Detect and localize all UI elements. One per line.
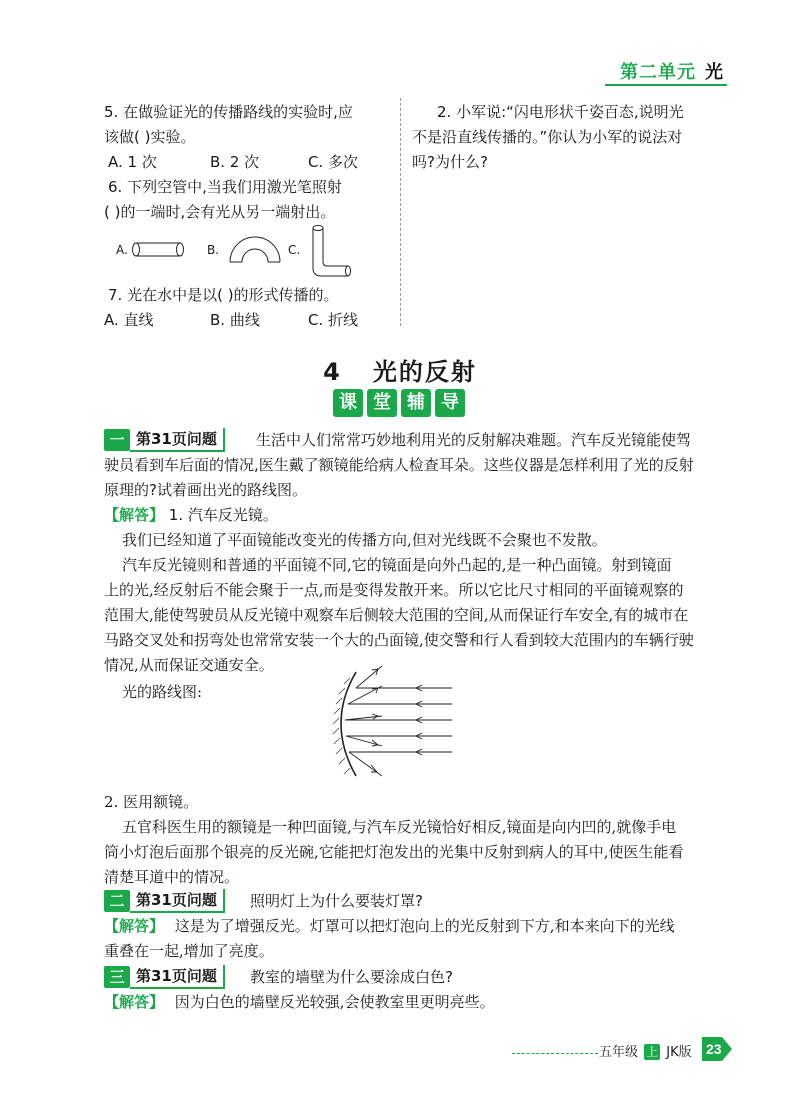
q3-badge <box>104 965 225 989</box>
banner-char: 导 <box>435 389 465 417</box>
part2-line3: 清楚耳道中的情况。 <box>104 868 240 886</box>
q2-badge <box>104 889 225 913</box>
column-divider <box>400 98 401 326</box>
straight-tube-icon <box>133 243 184 256</box>
footer-edition: JK版 <box>666 1045 692 1060</box>
q6-option-c: C. <box>288 243 301 257</box>
part2-title: 2. 医用额镜。 <box>104 793 199 811</box>
q1-answer-line4: 范围大,能使驾驶员从反光镜中观察车后侧较大范围的空间,从而保证行车安全,有的城市在 <box>104 606 689 624</box>
unit-title: 第二单元 <box>620 62 696 83</box>
right-q2-line2: 不是沿直线传播的。”你认为小军的说法对 <box>412 128 683 146</box>
right-q2-line1: 2. 小军说:“闪电形状千姿百态,说明光 <box>437 103 684 121</box>
page-number-badge <box>700 1035 734 1063</box>
q1-answer-line1: 我们已经知道了平面镜能改变光的传播方向,但对光线既不会聚也不发散。 <box>122 531 607 549</box>
subject-title: 光 <box>705 62 723 83</box>
q6-option-b: B. <box>207 243 220 257</box>
section-title <box>0 352 800 387</box>
banner-char: 堂 <box>367 389 397 417</box>
q5-option-a: A. 1 次 <box>108 153 157 171</box>
q6-option-a: A. <box>116 243 128 257</box>
q6-line2: ( )的一端时,会有光从另一端射出。 <box>104 203 336 221</box>
part2-line2: 筒小灯泡后面那个银亮的反光碗,它能把灯泡发出的光集中反射到病人的耳中,使医生能看 <box>104 843 684 861</box>
bent-tube-icon <box>313 226 351 277</box>
footer-term: 上 <box>646 1045 659 1059</box>
q3-answer-row <box>104 990 495 1015</box>
q1-answer-line2: 汽车反光镜则和普通的平面镜不同,它的镜面是向外凸起的,是一种凸面镜。射到镜面 <box>122 556 672 574</box>
q1-badge <box>104 428 225 452</box>
q2-label: 第31页问题 <box>130 889 225 913</box>
right-q2-line3: 吗?为什么? <box>412 153 488 171</box>
q1-text-line1: 生活中人们常常巧妙地利用光的反射解决难题。汽车反光镜能使驾 <box>256 431 692 449</box>
q1-number: 一 <box>104 429 130 451</box>
q2-answer-line2: 重叠在一起,增加了亮度。 <box>104 942 274 960</box>
curved-tube-icon <box>230 237 280 262</box>
q5-option-c: C. 多次 <box>308 153 359 171</box>
q7-option-c: C. 折线 <box>308 311 359 329</box>
q1-answer-line5: 马路交叉处和拐弯处也常常安装一个大的凸面镜,使交警和行人看到较大范围内的车辆行驶 <box>104 631 694 649</box>
q1-text-line3: 原理的?试着画出光的路线图。 <box>104 481 307 499</box>
tube-drawings <box>104 222 384 284</box>
q3-label: 第31页问题 <box>130 965 225 989</box>
q2-answer-line1: 这是为了增强反光。灯罩可以把灯泡向上的光反射到下方,和本来向下的光线 <box>174 917 675 935</box>
q1-answer-line3: 上的光,经反射后不能会聚于一点,而是变得发散开来。所以它比尺寸相同的平面镜观察的 <box>104 581 684 599</box>
section-number: 4 <box>323 358 342 386</box>
diagram-label: 光的路线图: <box>122 683 203 701</box>
q7-option-b: B. 曲线 <box>210 311 260 329</box>
q3-text: 教室的墙壁为什么要涂成白色? <box>250 968 453 986</box>
q5-option-b: B. 2 次 <box>210 153 260 171</box>
part2-line1: 五官科医生用的额镜是一种凹面镜,与汽车反光镜恰好相反,镜面是向内凹的,就像手电 <box>122 818 677 836</box>
answer-tag: 【解答】 <box>104 506 165 524</box>
q5-line1: 5. 在做验证光的传播路线的实验时,应 <box>104 103 353 121</box>
q5-line2: 该做( )实验。 <box>104 128 196 146</box>
q1-answer-line6: 情况,从而保证交通安全。 <box>104 656 274 674</box>
q3-number: 三 <box>104 966 130 988</box>
q1-label: 第31页问题 <box>130 428 225 452</box>
footer-grade <box>599 1041 692 1060</box>
q6-line1: 6. 下列空管中,当我们用激光笔照射 <box>108 178 342 196</box>
answer-tag: 【解答】 <box>104 993 165 1011</box>
section-banner <box>333 389 465 417</box>
convex-mirror-diagram <box>326 664 466 782</box>
reflected-arrowheads <box>371 669 378 772</box>
q3-answer-line1: 因为白色的墙壁反光较强,会使教室里更明亮些。 <box>174 993 495 1011</box>
footer-grade-label: 五年级 <box>599 1045 639 1060</box>
q2-number: 二 <box>104 890 130 912</box>
q7-option-a: A. 直线 <box>104 311 154 329</box>
footer-dashed-line <box>512 1053 598 1054</box>
answer-tag: 【解答】 <box>104 917 165 935</box>
page-number: 23 <box>706 1041 722 1057</box>
q2-text: 照明灯上为什么要装灯罩? <box>250 892 423 910</box>
q2-answer-row <box>104 914 675 939</box>
convex-mirror-surface <box>341 672 356 776</box>
banner-char: 辅 <box>401 389 431 417</box>
section-name: 光的反射 <box>372 358 477 386</box>
header-underline <box>605 84 727 86</box>
tube-figures <box>104 222 384 284</box>
q1-text-line2: 驶员看到车后面的情况,医生戴了额镜能给病人检查耳朵。这些仪器是怎样利用了光的反射 <box>104 456 694 474</box>
q1-answer-first: 1. 汽车反光镜。 <box>168 506 278 524</box>
banner-char: 课 <box>333 389 363 417</box>
q7-line1: 7. 光在水中是以( )的形式传播的。 <box>108 286 339 304</box>
q1-answer-line <box>104 503 278 528</box>
